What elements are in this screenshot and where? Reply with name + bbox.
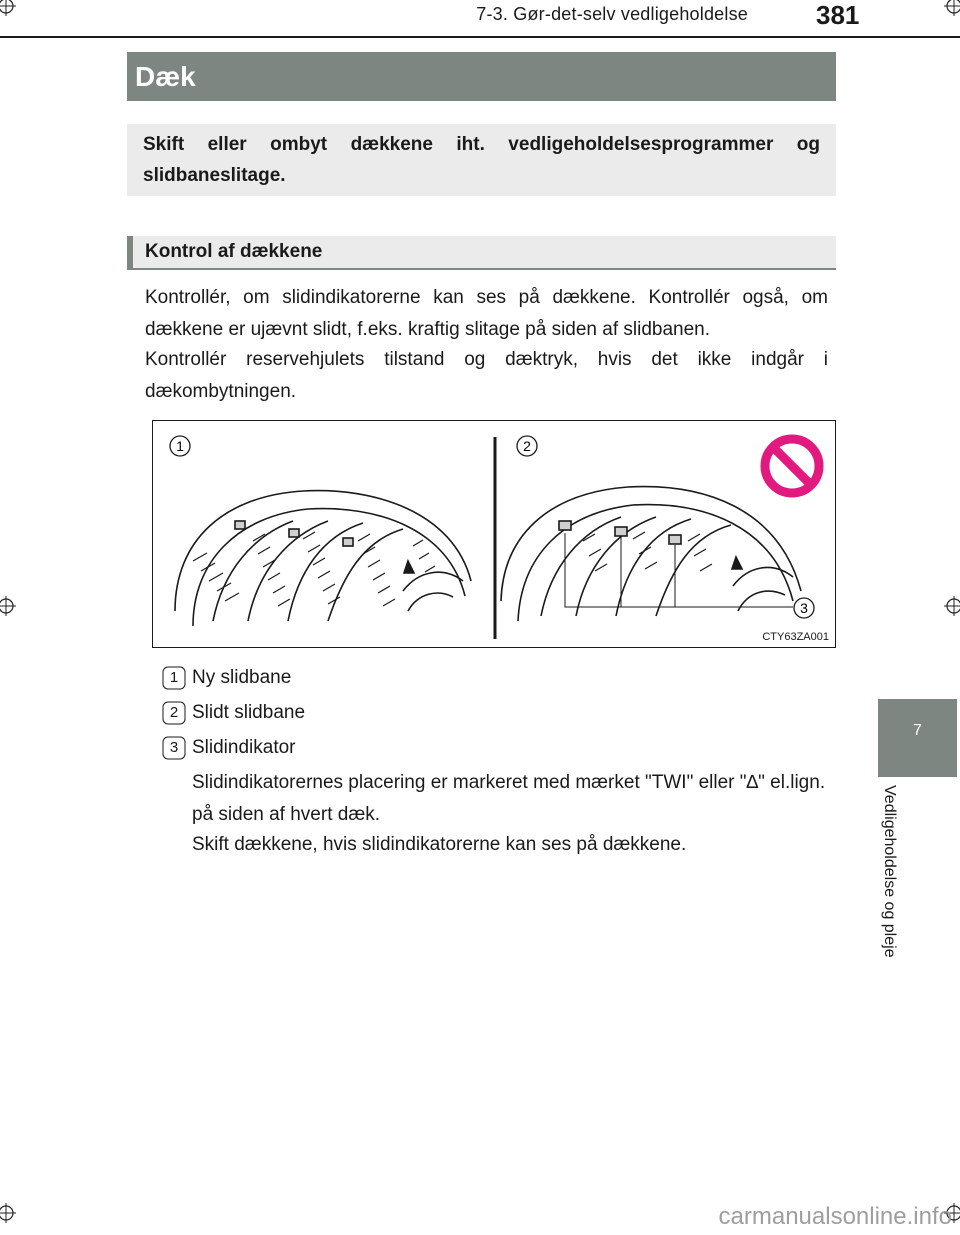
chapter-tab-label: Vedligeholdelse og pleje xyxy=(881,785,898,958)
figure-code: CTY63ZA001 xyxy=(762,631,829,643)
section-heading: Kontrol af dækkene xyxy=(127,236,836,270)
prohibited-icon xyxy=(765,439,819,493)
note-replace-tires: Skift dækkene, hvis slidindikatorerne kan ses på dækkene. xyxy=(192,834,687,855)
worn-tread-tire xyxy=(501,487,801,621)
legend-label: Slidt slidbane xyxy=(192,702,306,723)
header-section-title: 7-3. Gør-det-selv vedligeholdelse xyxy=(476,4,748,24)
page-number: 381 xyxy=(816,0,860,30)
crop-mark-mid-right xyxy=(944,596,960,616)
callout-1-text: 1 xyxy=(176,438,184,454)
legend-label: Ny slidbane xyxy=(192,667,292,688)
chapter-tab[interactable]: 7 xyxy=(878,699,957,777)
crop-mark-bottom-left xyxy=(0,1203,16,1223)
header-rule xyxy=(0,36,960,38)
callout-3 xyxy=(794,598,814,618)
new-tread-tire xyxy=(175,491,471,626)
crop-mark-top-right xyxy=(944,0,960,16)
watermark: carmanualsonline.info xyxy=(718,1203,952,1230)
callout-1 xyxy=(170,436,190,456)
page-title: Dæk xyxy=(127,52,836,101)
callout-3-text: 3 xyxy=(800,600,808,616)
tire-illustration xyxy=(152,420,836,648)
legend-number-badge: 3 xyxy=(162,736,186,760)
legend-number-badge: 1 xyxy=(162,666,186,690)
legend-label: Slidindikator xyxy=(192,737,296,758)
callout-2-text: 2 xyxy=(523,438,531,454)
callout-2 xyxy=(517,436,537,456)
crop-mark-mid-left xyxy=(0,596,16,616)
paragraph-check-indicators: Kontrollér, om slidindikatorerne kan ses på dækkene. Kontrollér også, om dækkene er ujævnt slidt, f.eks. kraftig slitage på siden af slidbanen. xyxy=(145,287,828,340)
legend-number-badge: 2 xyxy=(162,701,186,725)
chapter-tab-label-wrap xyxy=(880,785,920,995)
crop-mark-top-left xyxy=(0,0,16,16)
note-indicator-location: Slidindikatorernes placering er markeret med mærket "TWI" eller "∆" el.lign. på siden af hvert dæk. xyxy=(192,772,826,825)
tire-drawing xyxy=(153,421,837,649)
paragraph-spare-wheel: Kontrollér reservehjulets tilstand og dæktryk, hvis det ikke indgår i dækombytningen. xyxy=(145,349,828,402)
intro-box: Skift eller ombyt dækkene iht. vedligeholdelsesprogrammer og slidbaneslitage. xyxy=(127,124,836,196)
